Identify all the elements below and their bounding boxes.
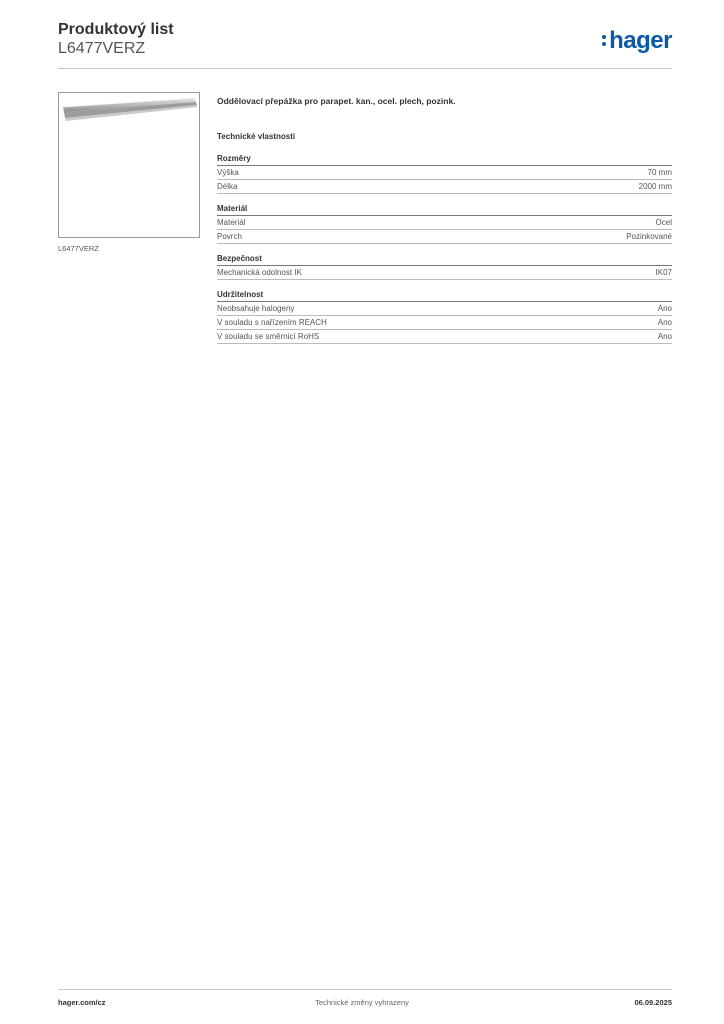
- spec-row: [217, 316, 672, 330]
- spec-label: Výška: [217, 168, 239, 177]
- spec-value: Ano: [657, 304, 672, 313]
- spec-group-title: Rozměry: [217, 154, 672, 166]
- spec-row: [217, 180, 672, 194]
- page-title: Produktový list: [58, 21, 174, 38]
- metal-partition-strip-icon: [59, 93, 199, 237]
- spec-label: Materiál: [217, 218, 246, 227]
- logo-dots-icon: [602, 35, 607, 49]
- spec-label: V souladu se směrnicí RoHS: [217, 332, 320, 341]
- spec-value: 70 mm: [647, 168, 672, 177]
- spec-row: [217, 230, 672, 244]
- spec-row: [217, 166, 672, 180]
- spec-value: IK07: [655, 268, 672, 277]
- spec-value: 2000 mm: [638, 182, 672, 191]
- spec-value: Ocel: [655, 218, 672, 227]
- spec-label: V souladu s nařízením REACH: [217, 318, 327, 327]
- image-caption: L6477VERZ: [58, 244, 99, 253]
- spec-value: Ano: [657, 332, 672, 341]
- product-code-subtitle: L6477VERZ: [58, 40, 146, 57]
- hager-logo: [602, 28, 672, 54]
- spec-label: Délka: [217, 182, 238, 191]
- logo-text: hager: [609, 27, 672, 54]
- spec-row: [217, 330, 672, 344]
- document-date: 06.09.2025: [634, 998, 672, 1007]
- spec-row: [217, 302, 672, 316]
- spec-row: [217, 216, 672, 230]
- spec-value: Pozinkované: [626, 232, 672, 241]
- specs-heading: Technické vlastnosti: [217, 132, 296, 141]
- spec-group-title: Bezpečnost: [217, 254, 672, 266]
- spec-label: Mechanická odolnost IK: [217, 268, 302, 277]
- spec-label: Neobsahuje halogeny: [217, 304, 295, 313]
- spec-group-title: Materiál: [217, 204, 672, 216]
- product-details: [217, 96, 672, 354]
- product-image: [58, 92, 200, 238]
- header-divider: [58, 68, 672, 69]
- spec-row: [217, 266, 672, 280]
- spec-group-safety: [217, 254, 672, 280]
- spec-group-dimensions: [217, 154, 672, 194]
- footer-note: Technické změny vyhrazeny: [315, 998, 409, 1007]
- spec-value: Ano: [657, 318, 672, 327]
- spec-group-title: Udržitelnost: [217, 290, 672, 302]
- website-link[interactable]: hager.com/cz: [58, 998, 106, 1007]
- spec-label: Povrch: [217, 232, 242, 241]
- footer-divider: [58, 989, 672, 990]
- spec-group-sustainability: [217, 290, 672, 344]
- spec-group-material: [217, 204, 672, 244]
- product-description: Oddělovací přepážka pro parapet. kan., ocel. plech, pozink.: [217, 96, 456, 106]
